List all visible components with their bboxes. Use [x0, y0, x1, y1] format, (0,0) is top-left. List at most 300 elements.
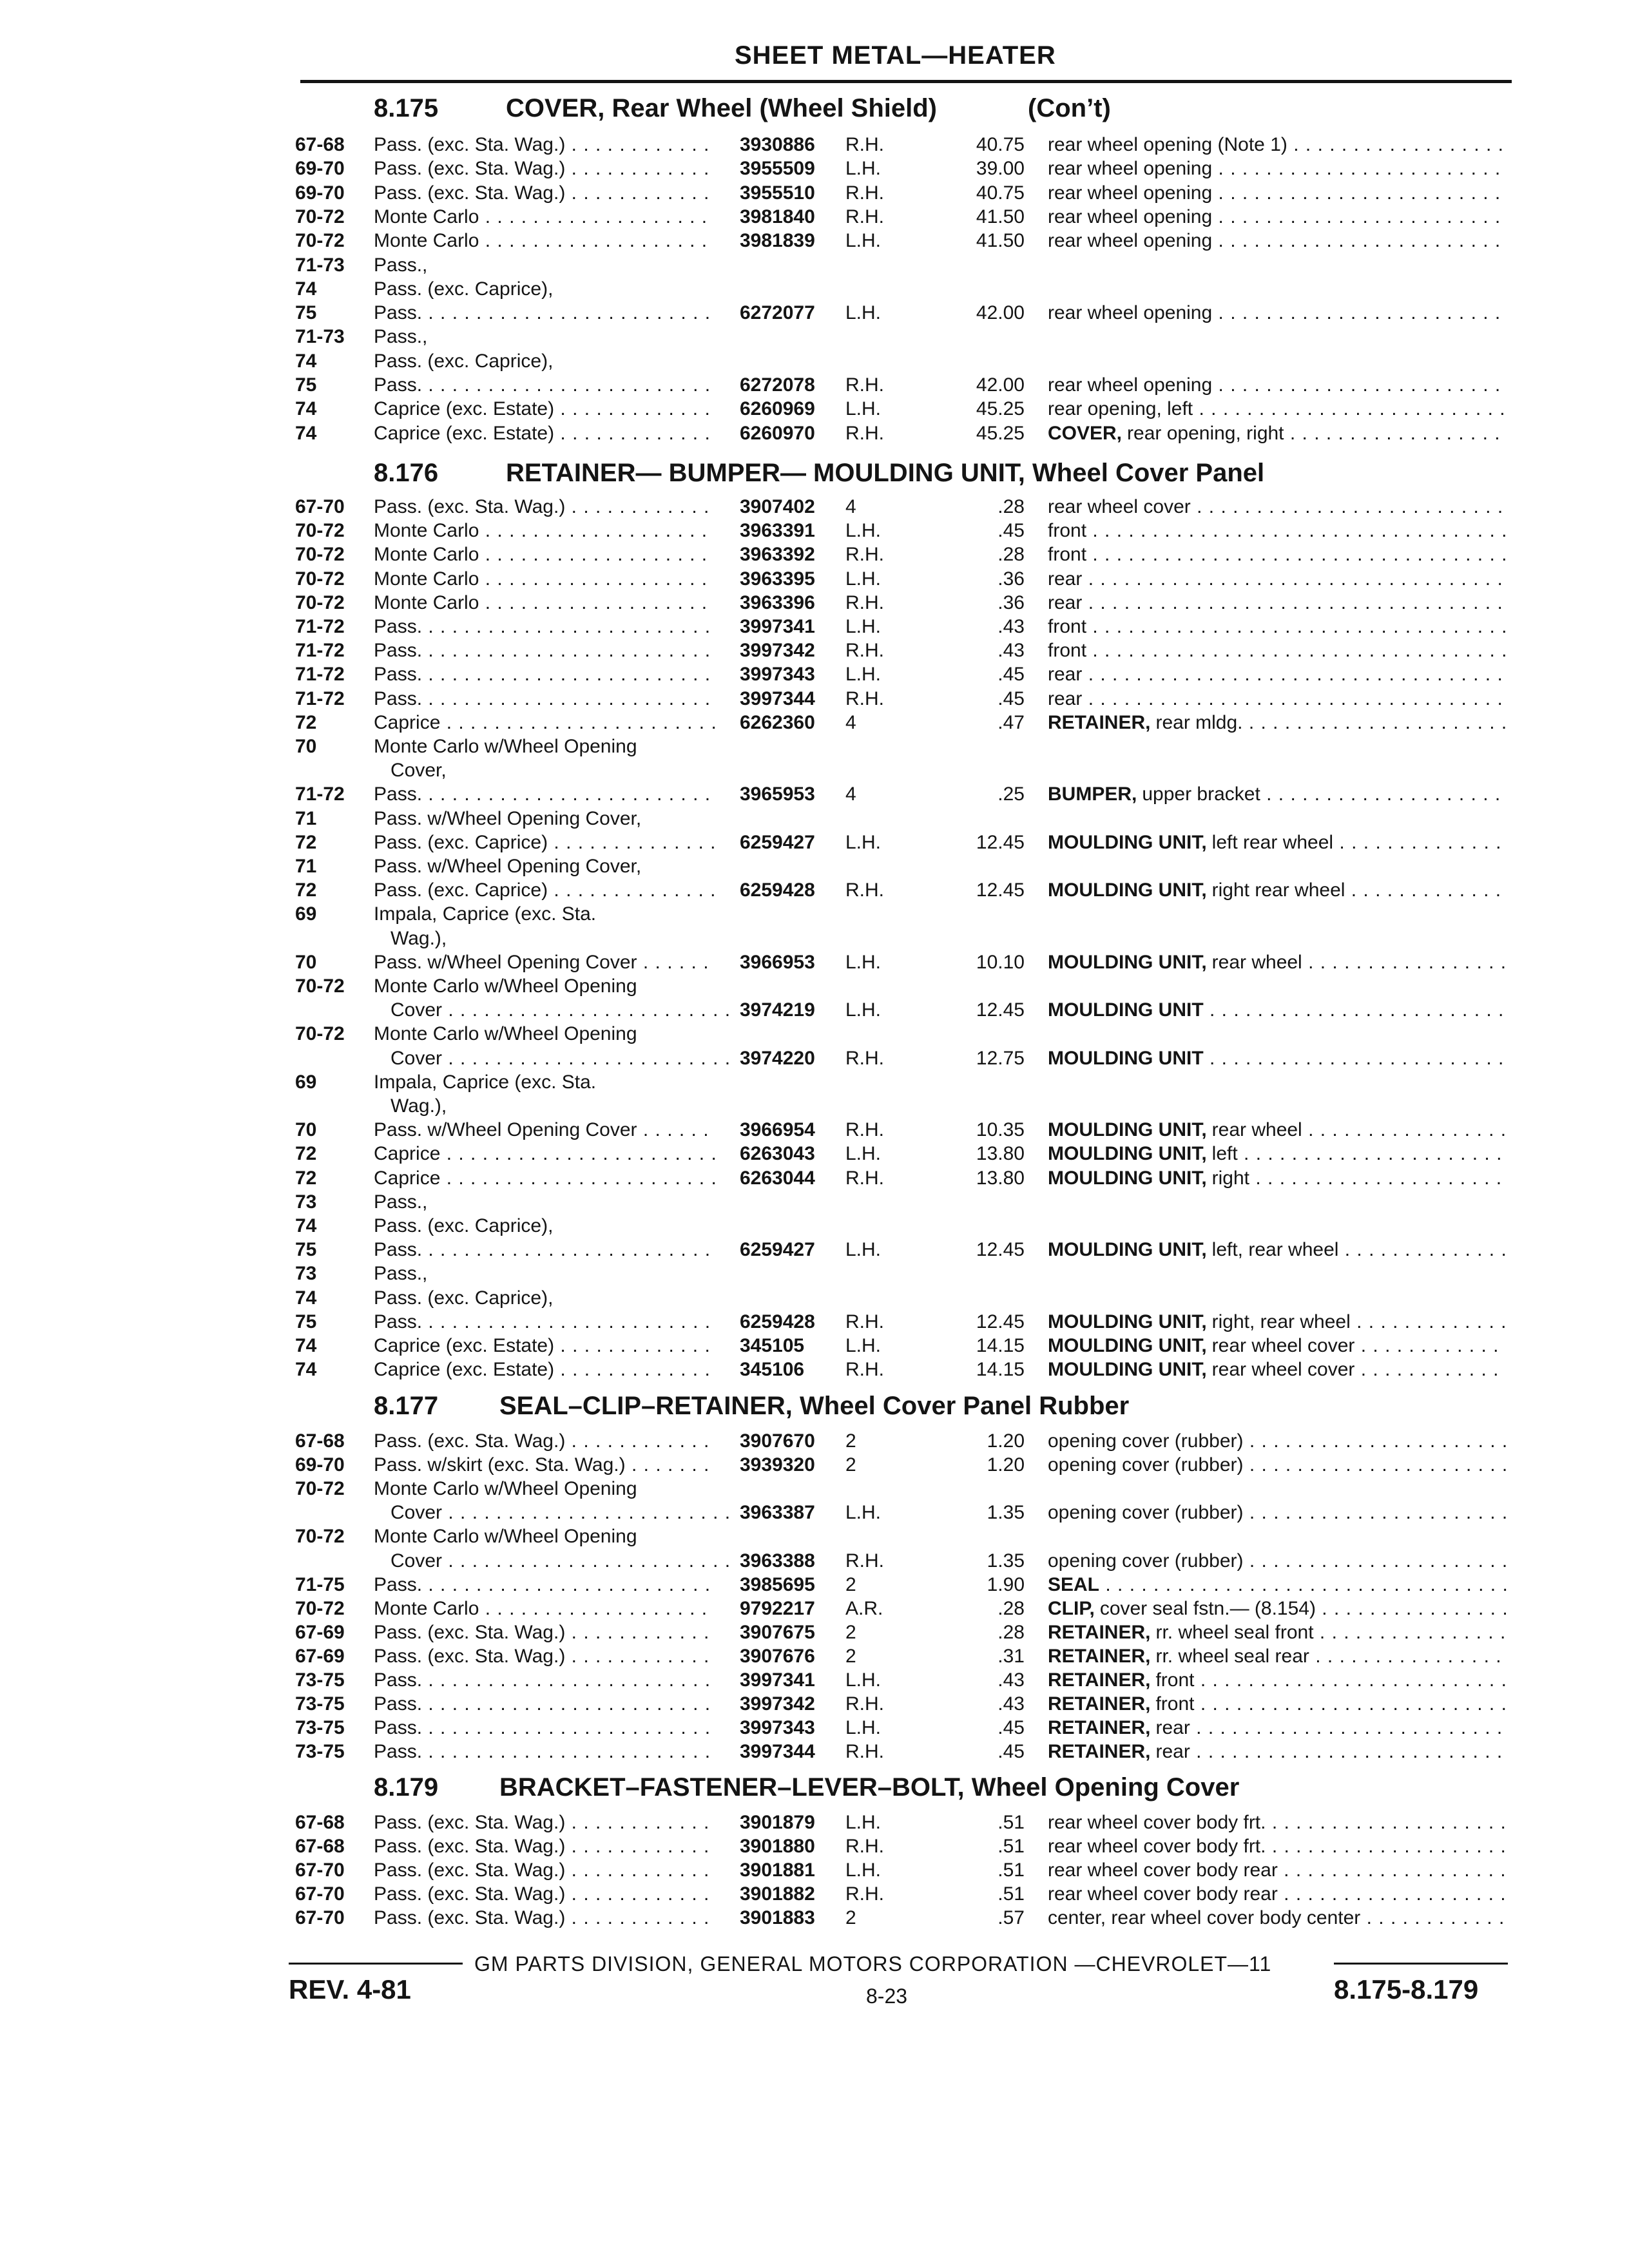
list-price: 12.45 — [976, 1311, 1025, 1332]
vehicle-model: Pass. (exc. Sta. Wag.) . . . — [374, 495, 715, 519]
vehicle-model: Pass. (exc. Sta. Wag.) . . . — [374, 157, 715, 180]
table-row — [0, 1858, 1629, 1882]
table-row — [0, 1310, 1629, 1334]
side-or-quantity: L.H. — [845, 1502, 882, 1524]
vehicle-model: Wag.), — [390, 1095, 447, 1117]
model-year: 72 — [295, 1143, 317, 1165]
part-number: 6259427 — [740, 831, 815, 853]
model-year: 70-72 — [295, 1478, 345, 1500]
vehicle-model: Cover, — [390, 760, 447, 782]
vehicle-model: Pass. (exc. Sta. Wag.) . . . — [374, 1644, 715, 1668]
model-year: 70-72 — [295, 1526, 345, 1548]
part-detail: right, rear wheel — [1211, 1311, 1351, 1332]
part-number: 6263043 — [740, 1143, 815, 1165]
table-row — [0, 1142, 1629, 1166]
part-description — [1048, 495, 1507, 519]
side-or-quantity: R.H. — [845, 1167, 884, 1189]
table-row — [0, 519, 1629, 543]
table-row — [0, 735, 1629, 758]
part-description — [1048, 1118, 1507, 1142]
vehicle-model: Caprice (exc. Estate) . . . — [374, 421, 715, 445]
vehicle-model: Pass., — [374, 1263, 428, 1285]
model-year: 72 — [295, 711, 317, 733]
table-row — [0, 1692, 1629, 1716]
model-year: 70-72 — [295, 544, 345, 566]
model-year: 67-68 — [295, 1836, 345, 1857]
part-number: 3963395 — [740, 568, 815, 590]
list-price: .51 — [998, 1883, 1025, 1905]
list-price: 1.20 — [987, 1454, 1025, 1476]
vehicle-model: Monte Carlo . . . — [374, 229, 715, 253]
model-year: 74 — [295, 398, 317, 420]
vehicle-model: Pass. . . . — [374, 1716, 715, 1740]
model-year: 67-68 — [295, 1812, 345, 1833]
part-number: 3965953 — [740, 783, 815, 805]
part-detail: rear opening, left — [1048, 398, 1193, 420]
part-description — [1048, 1501, 1507, 1524]
part-description — [1048, 543, 1507, 566]
part-description — [1048, 1238, 1507, 1262]
part-number: 3981839 — [740, 230, 815, 252]
list-price: .51 — [998, 1812, 1025, 1833]
table-row — [0, 1597, 1629, 1620]
model-year: 67-70 — [295, 1860, 345, 1881]
side-or-quantity: L.H. — [845, 951, 882, 973]
part-detail: rear — [1048, 591, 1083, 613]
list-price: 42.00 — [976, 302, 1025, 324]
table-row — [0, 229, 1629, 253]
part-description — [1048, 1453, 1507, 1477]
table-row — [0, 1524, 1629, 1548]
table-row — [0, 1834, 1629, 1858]
part-number: 6260969 — [740, 398, 815, 420]
side-or-quantity: 2 — [845, 1621, 856, 1643]
part-description — [1048, 1597, 1507, 1620]
table-row — [0, 495, 1629, 519]
table-row — [0, 1644, 1629, 1668]
footer-page-number: 8-23 — [866, 1984, 908, 2008]
model-year: 72 — [295, 831, 317, 853]
part-description — [1048, 373, 1507, 397]
vehicle-model: Pass. (exc. Sta. Wag.) . . . — [374, 1882, 715, 1906]
part-description — [1048, 181, 1507, 205]
table-row — [0, 253, 1629, 277]
list-price: 14.15 — [976, 1335, 1025, 1356]
part-name: MOULDING UNIT, — [1048, 1239, 1207, 1261]
vehicle-model: Pass. . . . — [374, 1310, 715, 1334]
side-or-quantity: L.H. — [845, 1860, 882, 1881]
part-detail: rr. wheel seal front — [1155, 1621, 1314, 1643]
table-row — [0, 277, 1629, 301]
part-detail: rr. wheel seal rear — [1155, 1645, 1309, 1667]
part-number: 3985695 — [740, 1573, 815, 1595]
list-price: 45.25 — [976, 398, 1025, 420]
table-row — [0, 927, 1629, 950]
side-or-quantity: R.H. — [845, 591, 884, 613]
part-description — [1048, 1310, 1507, 1334]
model-year: 69-70 — [295, 182, 345, 204]
list-price: .25 — [998, 783, 1025, 805]
table-row — [0, 1262, 1629, 1285]
list-price: 12.75 — [976, 1047, 1025, 1069]
part-name: MOULDING UNIT, — [1048, 879, 1207, 901]
part-detail: rear wheel opening — [1048, 302, 1213, 324]
table-row — [0, 133, 1629, 157]
part-detail: rear wheel opening — [1048, 206, 1213, 227]
side-or-quantity: R.H. — [845, 1311, 884, 1332]
list-price: .45 — [998, 1717, 1025, 1739]
part-number: 3974219 — [740, 999, 815, 1021]
side-or-quantity: L.H. — [845, 664, 882, 686]
part-detail: rear mldg. — [1155, 711, 1243, 733]
model-year: 71-73 — [295, 326, 345, 348]
list-price: 12.45 — [976, 999, 1025, 1021]
model-year: 70-72 — [295, 1023, 345, 1045]
list-price: 13.80 — [976, 1167, 1025, 1189]
model-year: 70-72 — [295, 975, 345, 997]
part-number: 3901879 — [740, 1812, 815, 1833]
model-year: 67-70 — [295, 496, 345, 517]
vehicle-model: Monte Carlo w/Wheel Opening — [374, 1023, 637, 1045]
table-row — [0, 662, 1629, 686]
vehicle-model: Pass. . . . — [374, 615, 715, 639]
vehicle-model: Cover . . . — [390, 1501, 732, 1524]
vehicle-model: Impala, Caprice (exc. Sta. — [374, 1071, 597, 1093]
part-detail: rear — [1048, 687, 1083, 709]
table-row — [0, 1882, 1629, 1906]
section-number: 8.175 — [374, 94, 439, 122]
part-number: 3997344 — [740, 1741, 815, 1763]
table-row — [0, 157, 1629, 180]
list-price: 10.35 — [976, 1119, 1025, 1141]
model-year: 72 — [295, 879, 317, 901]
side-or-quantity: R.H. — [845, 1119, 884, 1141]
part-detail: front — [1155, 1693, 1195, 1715]
part-name: MOULDING UNIT — [1048, 1047, 1204, 1069]
table-row — [0, 711, 1629, 735]
part-number: 3901883 — [740, 1907, 815, 1928]
part-description — [1048, 1811, 1507, 1834]
model-year: 73-75 — [295, 1717, 345, 1739]
vehicle-model: Monte Carlo . . . — [374, 519, 715, 543]
vehicle-model: Pass. (exc. Caprice) . . . — [374, 831, 715, 854]
list-price: .28 — [998, 544, 1025, 566]
part-description — [1048, 567, 1507, 591]
list-price: 13.80 — [976, 1143, 1025, 1165]
part-description — [1048, 397, 1507, 421]
model-year: 74 — [295, 422, 317, 444]
model-year: 75 — [295, 302, 317, 324]
part-description — [1048, 1549, 1507, 1573]
part-description — [1048, 1573, 1507, 1597]
list-price: 45.25 — [976, 422, 1025, 444]
list-price: .28 — [998, 1597, 1025, 1619]
part-detail: opening cover (rubber) — [1048, 1430, 1244, 1452]
footer-revision: REV. 4-81 — [289, 1974, 411, 2004]
part-number: 3963392 — [740, 544, 815, 566]
part-description — [1048, 711, 1507, 735]
side-or-quantity: R.H. — [845, 1741, 884, 1763]
part-description — [1048, 301, 1507, 325]
model-year: 74 — [295, 1359, 317, 1381]
part-description — [1048, 1882, 1507, 1906]
model-year: 71-73 — [295, 254, 345, 276]
part-description — [1048, 1046, 1507, 1070]
part-detail: rear wheel cover body frt. — [1048, 1836, 1266, 1857]
part-description — [1048, 1644, 1507, 1668]
table-row — [0, 1573, 1629, 1597]
side-or-quantity: L.H. — [845, 1717, 882, 1739]
model-year: 71-72 — [295, 664, 345, 686]
vehicle-model: Pass. . . . — [374, 1238, 715, 1262]
vehicle-model: Pass. (exc. Caprice), — [374, 350, 554, 372]
side-or-quantity: R.H. — [845, 422, 884, 444]
table-row — [0, 397, 1629, 421]
part-number: 3955510 — [740, 182, 815, 204]
model-year: 73-75 — [295, 1693, 345, 1715]
table-row — [0, 1429, 1629, 1453]
vehicle-model: Pass. (exc. Sta. Wag.) . . . — [374, 1620, 715, 1644]
part-description — [1048, 639, 1507, 662]
table-row — [0, 349, 1629, 373]
part-detail: rear — [1155, 1741, 1190, 1763]
model-year: 74 — [295, 1287, 317, 1309]
list-price: .28 — [998, 496, 1025, 517]
part-detail: right rear wheel — [1211, 879, 1345, 901]
side-or-quantity: R.H. — [845, 640, 884, 662]
table-row — [0, 831, 1629, 854]
part-detail: upper bracket — [1142, 783, 1260, 805]
part-detail: cover seal fstn.— (8.154) — [1099, 1597, 1316, 1619]
list-price: .51 — [998, 1836, 1025, 1857]
part-detail: rear wheel opening — [1048, 230, 1213, 252]
part-description — [1048, 1620, 1507, 1644]
table-row — [0, 1620, 1629, 1644]
part-detail: rear — [1048, 664, 1083, 686]
model-year: 72 — [295, 1167, 317, 1189]
vehicle-model: Pass. . . . — [374, 1692, 715, 1716]
vehicle-model: Caprice (exc. Estate) . . . — [374, 397, 715, 421]
table-row — [0, 854, 1629, 878]
part-description — [1048, 1692, 1507, 1716]
footer-rule-left — [289, 1963, 463, 1965]
side-or-quantity: L.H. — [845, 1335, 882, 1356]
table-row — [0, 1906, 1629, 1930]
table-row — [0, 878, 1629, 902]
model-year: 71-72 — [295, 616, 345, 637]
footer-publisher: GM PARTS DIVISION, GENERAL MOTORS CORPORATION —CHEVROLET—11 — [474, 1952, 1272, 1975]
side-or-quantity: R.H. — [845, 134, 884, 155]
part-detail: opening cover (rubber) — [1048, 1454, 1244, 1476]
model-year: 71-75 — [295, 1573, 345, 1595]
list-price: .43 — [998, 640, 1025, 662]
part-name: COVER, — [1048, 422, 1123, 444]
part-description — [1048, 229, 1507, 253]
list-price: .45 — [998, 664, 1025, 686]
part-number: 9792217 — [740, 1597, 815, 1619]
part-detail: rear wheel cover — [1048, 496, 1191, 517]
part-number: 3963396 — [740, 591, 815, 613]
vehicle-model: Pass. (exc. Sta. Wag.) . . . — [374, 133, 715, 157]
part-number: 3963387 — [740, 1502, 815, 1524]
part-number: 6272077 — [740, 302, 815, 324]
part-detail: rear — [1048, 568, 1083, 590]
side-or-quantity: R.H. — [845, 1693, 884, 1715]
table-row — [0, 1286, 1629, 1310]
part-number: 3963391 — [740, 520, 815, 542]
side-or-quantity: R.H. — [845, 687, 884, 709]
list-price: 40.75 — [976, 134, 1025, 155]
list-price: 41.50 — [976, 206, 1025, 227]
model-year: 70-72 — [295, 230, 345, 252]
part-number: 3997341 — [740, 616, 815, 637]
model-year: 67-70 — [295, 1907, 345, 1928]
part-description — [1048, 615, 1507, 639]
part-description — [1048, 1429, 1507, 1453]
vehicle-model: Pass. (exc. Caprice), — [374, 1287, 554, 1309]
part-detail: rear wheel — [1211, 951, 1302, 973]
vehicle-model: Cover . . . — [390, 1046, 732, 1070]
side-or-quantity: 2 — [845, 1907, 856, 1928]
part-detail: rear wheel cover body frt. — [1048, 1812, 1266, 1833]
footer-rule-right — [1334, 1963, 1508, 1965]
model-year: 70-72 — [295, 1597, 345, 1619]
part-number: 3997341 — [740, 1669, 815, 1691]
part-name: RETAINER, — [1048, 711, 1151, 733]
model-year: 71 — [295, 856, 317, 877]
vehicle-model: Pass. . . . — [374, 301, 715, 325]
list-price: .45 — [998, 687, 1025, 709]
part-description — [1048, 1716, 1507, 1740]
list-price: 1.90 — [987, 1573, 1025, 1595]
table-row — [0, 1477, 1629, 1501]
model-year: 70 — [295, 736, 317, 757]
part-detail: left — [1211, 1143, 1238, 1165]
part-name: RETAINER, — [1048, 1741, 1151, 1763]
table-row — [0, 1740, 1629, 1763]
part-name: MOULDING UNIT, — [1048, 831, 1207, 853]
vehicle-model: Caprice (exc. Estate) . . . — [374, 1358, 715, 1381]
model-year: 75 — [295, 374, 317, 396]
part-name: MOULDING UNIT, — [1048, 1335, 1207, 1356]
part-number: 3966954 — [740, 1119, 815, 1141]
part-description — [1048, 831, 1507, 854]
part-number: 345106 — [740, 1359, 805, 1381]
vehicle-model: Pass. w/Wheel Opening Cover . . . — [374, 950, 715, 974]
model-year: 71-72 — [295, 783, 345, 805]
part-name: BUMPER, — [1048, 783, 1137, 805]
side-or-quantity: R.H. — [845, 879, 884, 901]
table-row — [0, 1238, 1629, 1262]
part-number: 3907675 — [740, 1621, 815, 1643]
table-row — [0, 205, 1629, 229]
vehicle-model: Pass. (exc. Sta. Wag.) . . . — [374, 1429, 715, 1453]
part-description — [1048, 1166, 1507, 1190]
list-price: 1.20 — [987, 1430, 1025, 1452]
footer-section-range: 8.175-8.179 — [1334, 1974, 1479, 2004]
part-description — [1048, 950, 1507, 974]
table-row — [0, 543, 1629, 566]
part-number: 6263044 — [740, 1167, 815, 1189]
part-detail: rear — [1155, 1717, 1190, 1739]
list-price: 1.35 — [987, 1550, 1025, 1571]
part-detail: rear wheel opening (Note 1) — [1048, 134, 1287, 155]
model-year: 69 — [295, 1071, 317, 1093]
part-number: 6259428 — [740, 879, 815, 901]
part-detail: right — [1211, 1167, 1250, 1189]
part-detail: rear wheel cover body rear — [1048, 1860, 1278, 1881]
model-year: 75 — [295, 1239, 317, 1261]
vehicle-model: Pass. (exc. Sta. Wag.) . . . — [374, 1906, 715, 1930]
table-row — [0, 1811, 1629, 1834]
part-detail: front — [1048, 640, 1087, 662]
part-number: 3930886 — [740, 134, 815, 155]
side-or-quantity: R.H. — [845, 1883, 884, 1905]
part-description — [1048, 519, 1507, 543]
side-or-quantity: R.H. — [845, 1047, 884, 1069]
table-row — [0, 421, 1629, 445]
vehicle-model: Pass., — [374, 1191, 428, 1213]
list-price: 12.45 — [976, 1239, 1025, 1261]
vehicle-model: Monte Carlo . . . — [374, 1597, 715, 1620]
part-name: MOULDING UNIT, — [1048, 1359, 1207, 1381]
vehicle-model: Pass. w/Wheel Opening Cover . . . — [374, 1118, 715, 1142]
part-number: 3901882 — [740, 1883, 815, 1905]
model-year: 71 — [295, 807, 317, 829]
model-year: 74 — [295, 1215, 317, 1236]
side-or-quantity: 2 — [845, 1430, 856, 1452]
vehicle-model: Monte Carlo w/Wheel Opening — [374, 1526, 637, 1548]
table-row — [0, 1358, 1629, 1381]
vehicle-model: Pass. w/Wheel Opening Cover, — [374, 807, 642, 829]
table-row — [0, 1501, 1629, 1524]
vehicle-model: Pass. . . . — [374, 373, 715, 397]
table-row — [0, 301, 1629, 325]
model-year: 71-72 — [295, 640, 345, 662]
table-row — [0, 902, 1629, 926]
vehicle-model: Monte Carlo . . . — [374, 591, 715, 615]
model-year: 70 — [295, 1119, 317, 1141]
vehicle-model: Pass. . . . — [374, 1573, 715, 1597]
model-year: 74 — [295, 278, 317, 300]
part-detail: rear wheel opening — [1048, 374, 1213, 396]
side-or-quantity: R.H. — [845, 1550, 884, 1571]
part-description — [1048, 591, 1507, 615]
table-row — [0, 567, 1629, 591]
model-year: 67-69 — [295, 1621, 345, 1643]
part-description — [1048, 421, 1507, 445]
part-number: 3966953 — [740, 951, 815, 973]
model-year: 69-70 — [295, 158, 345, 180]
model-year: 71-72 — [295, 687, 345, 709]
side-or-quantity: R.H. — [845, 206, 884, 227]
list-price: 40.75 — [976, 182, 1025, 204]
part-description — [1048, 1668, 1507, 1692]
part-description — [1048, 1334, 1507, 1358]
table-row — [0, 1549, 1629, 1573]
side-or-quantity: R.H. — [845, 1836, 884, 1857]
vehicle-model: Pass. (exc. Sta. Wag.) . . . — [374, 1834, 715, 1858]
part-description — [1048, 782, 1507, 806]
part-detail: front — [1048, 520, 1087, 542]
part-description — [1048, 1858, 1507, 1882]
part-description — [1048, 1740, 1507, 1763]
table-row — [0, 998, 1629, 1022]
vehicle-model: Pass. . . . — [374, 1740, 715, 1763]
part-detail: left, rear wheel — [1211, 1239, 1339, 1261]
part-number: 345105 — [740, 1335, 805, 1356]
side-or-quantity: L.H. — [845, 999, 882, 1021]
